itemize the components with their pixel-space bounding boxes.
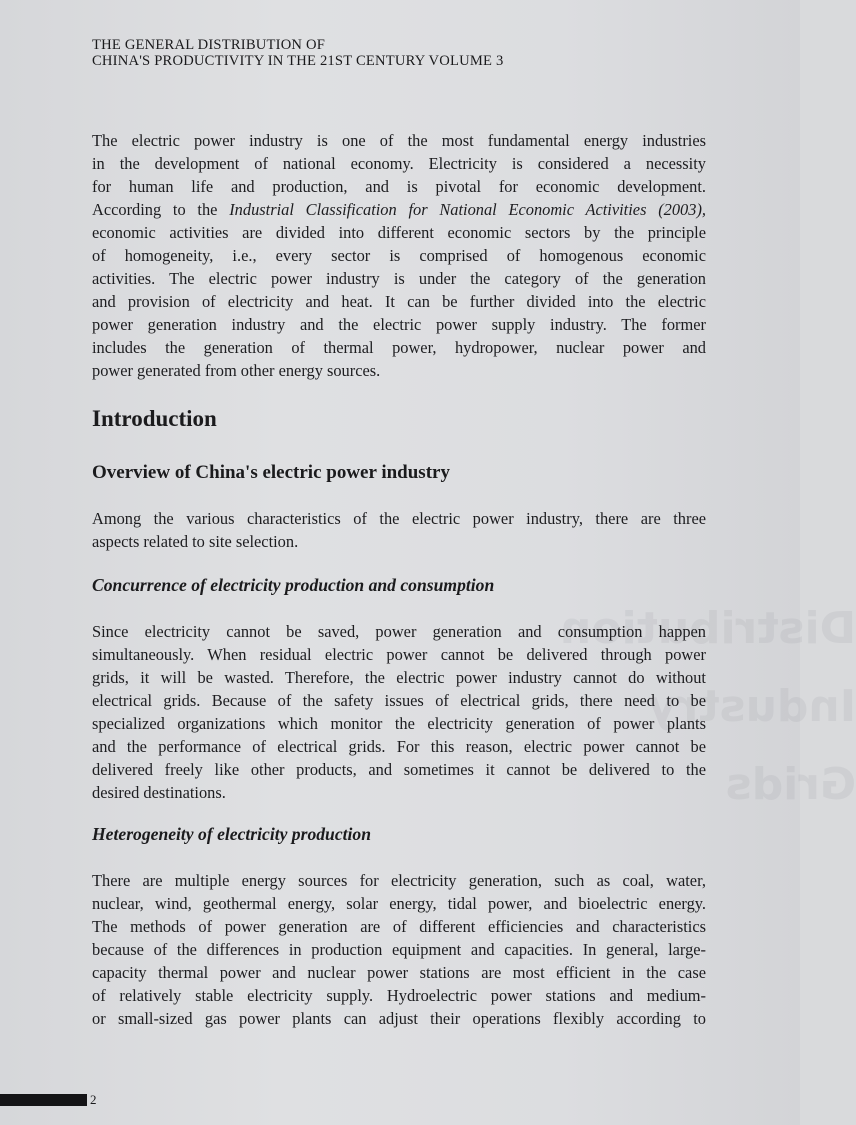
paragraph-line: of homogeneity, i.e., every sector is comprised of homogenous economic [92, 246, 706, 265]
paragraph-line: economic activities are divided into different economic sectors by the principle [92, 223, 706, 242]
heterogeneity-paragraph [92, 869, 706, 1030]
paragraph-line: because of the differences in production equipment and capacities. In general, large- [92, 940, 706, 959]
paragraph-line: electrical grids. Because of the safety issues of electrical grids, there need to be [92, 691, 706, 710]
paragraph-line: specialized organizations which monitor the electricity generation of power plants [92, 714, 706, 733]
paragraph-line-text: According to the [92, 200, 230, 219]
paragraph-line: grids, it will be wasted. Therefore, the electric power industry cannot do without [92, 668, 706, 687]
overview-paragraph [92, 507, 706, 553]
paragraph-line: in the development of national economy. Electricity is considered a necessity [92, 154, 706, 173]
paragraph-line: capacity thermal power and nuclear power stations are most efficient in the case [92, 963, 706, 982]
page-number: 2 [90, 1092, 97, 1107]
running-header [92, 37, 712, 69]
paragraph-line: and provision of electricity and heat. It can be further divided into the electric [92, 292, 706, 311]
paragraph-line: or small-sized gas power plants can adjust their operations flexibly according to [92, 1009, 706, 1028]
heading-heterogeneity: Heterogeneity of electricity production [92, 824, 371, 844]
concurrence-paragraph [92, 620, 706, 804]
paragraph-line: nuclear, wind, geothermal energy, solar energy, tidal power, and bioelectric energy. [92, 894, 706, 913]
show-through-text-decoration: Distribution Industry Grids [560, 603, 856, 810]
paragraph-line: aspects related to site selection. [92, 532, 299, 551]
paragraph-line: includes the generation of thermal power, hydropower, nuclear power and [92, 338, 706, 357]
paragraph-line: The methods of power generation are of different efficiencies and characteristics [92, 917, 706, 936]
heading-overview: Overview of China's electric power industry [92, 462, 450, 483]
paragraph-line: desired destinations. [92, 783, 226, 802]
citation-title: Industrial Classification for National Economic Activities (2003), [229, 200, 706, 219]
heading-concurrence: Concurrence of electricity production and consumption [92, 575, 495, 595]
paragraph-line: power generated from other energy sources. [92, 361, 381, 380]
paragraph-line: The electric power industry is one of the most fundamental energy industries [92, 131, 706, 150]
running-header-line-2: CHINA'S PRODUCTIVITY IN THE 21ST CENTURY VOLUME 3 [92, 53, 504, 69]
intro-paragraph [92, 129, 706, 382]
footer-bar [0, 1094, 87, 1106]
paragraph-line: and the performance of electrical grids. For this reason, electric power cannot be [92, 737, 706, 756]
paragraph-line: simultaneously. When residual electric power cannot be delivered through power [92, 645, 706, 664]
paragraph-line: power generation industry and the electric power supply industry. The former [92, 315, 706, 334]
paragraph-line-with-citation [92, 198, 706, 221]
paragraph-line: delivered freely like other products, and sometimes it cannot be delivered to the [92, 760, 706, 779]
paragraph-line: Since electricity cannot be saved, power generation and consumption happen [92, 622, 706, 641]
paragraph-line: of relatively stable electricity supply. Hydroelectric power stations and medium- [92, 986, 706, 1005]
paragraph-line: activities. The electric power industry is under the category of the generation [92, 269, 706, 288]
heading-introduction: Introduction [92, 406, 217, 431]
paragraph-line: There are multiple energy sources for electricity generation, such as coal, water, [92, 871, 706, 890]
paragraph-line: Among the various characteristics of the electric power industry, there are three [92, 509, 706, 528]
paragraph-line: for human life and production, and is pivotal for economic development. [92, 177, 706, 196]
running-header-line-1: THE GENERAL DISTRIBUTION OF [92, 37, 326, 53]
